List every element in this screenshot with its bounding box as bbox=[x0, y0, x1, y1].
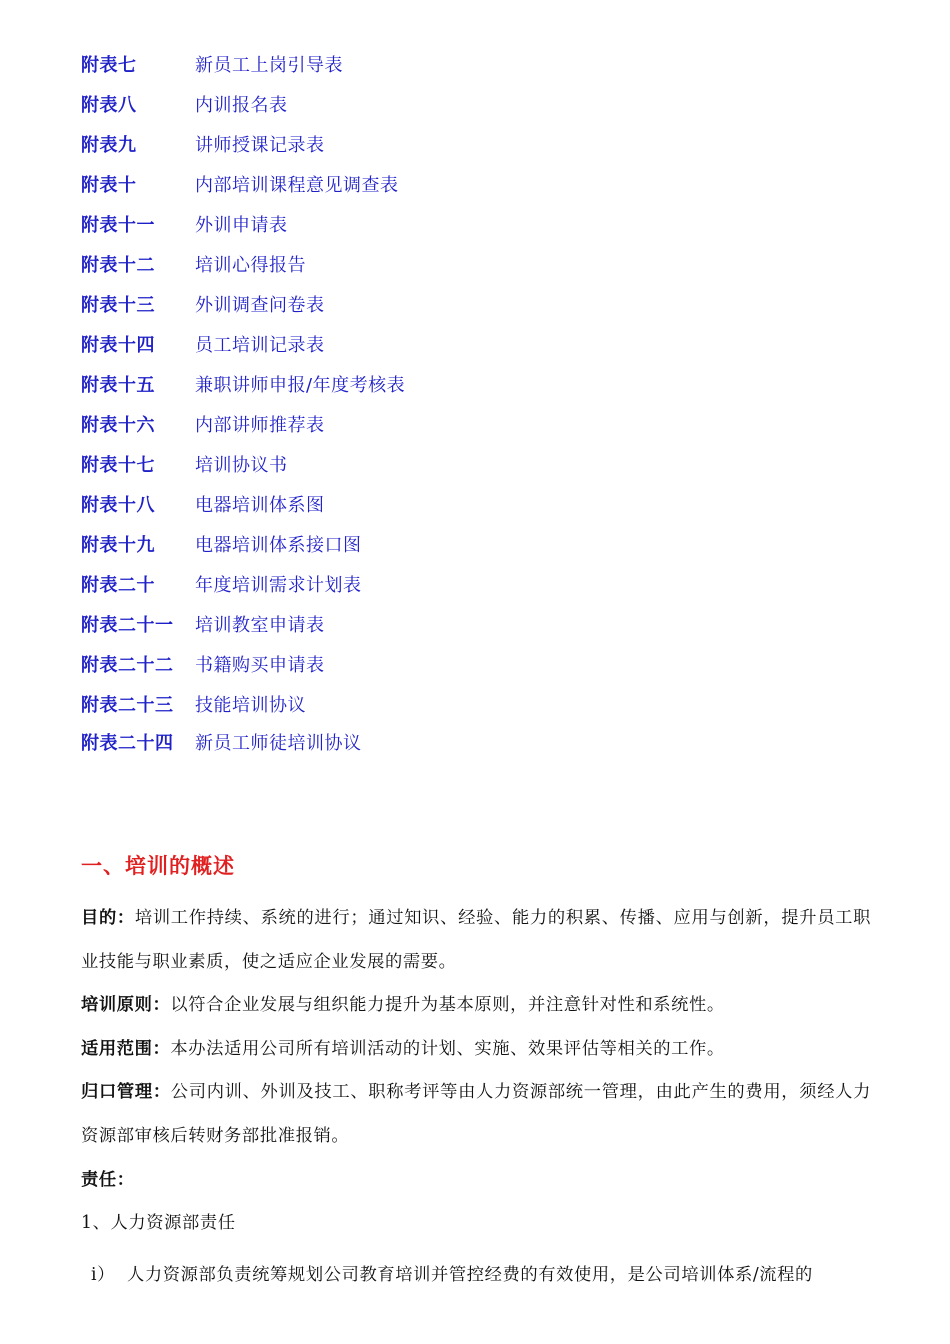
appendix-title: 书籍购买申请表 bbox=[195, 655, 325, 676]
section-body bbox=[81, 897, 871, 1297]
appendix-label: 附表十五 bbox=[81, 375, 155, 396]
responsibility-paragraph bbox=[81, 1159, 871, 1203]
appendix-label: 附表二十四 bbox=[81, 733, 174, 754]
appendix-title: 新员工师徒培训协议 bbox=[195, 733, 362, 754]
item-text: 人力资源部负责统筹规划公司教育培训并管控经费的有效使用，是公司培训体系/流程的 bbox=[127, 1264, 813, 1285]
appendix-title: 新员工上岗引导表 bbox=[195, 55, 343, 76]
hr-responsibility-heading: 1、人力资源部责任 bbox=[81, 1213, 236, 1234]
scope-text: 本办法适用公司所有培训活动的计划、实施、效果评估等相关的工作。 bbox=[170, 1038, 725, 1059]
appendix-title: 外训调查问卷表 bbox=[195, 295, 325, 316]
appendix-item bbox=[81, 564, 681, 604]
appendix-title: 内训报名表 bbox=[195, 95, 288, 116]
principle-text: 以符合企业发展与组织能力提升为基本原则，并注意针对性和系统性。 bbox=[170, 995, 725, 1016]
appendix-list bbox=[81, 44, 681, 760]
principle-paragraph bbox=[81, 984, 871, 1028]
appendix-item bbox=[81, 444, 681, 484]
appendix-item bbox=[81, 84, 681, 124]
appendix-title: 兼职讲师申报/年度考核表 bbox=[195, 375, 406, 396]
management-term: 归口管理： bbox=[81, 1082, 171, 1103]
appendix-title: 讲师授课记录表 bbox=[195, 135, 325, 156]
appendix-label: 附表二十三 bbox=[81, 695, 174, 716]
appendix-label: 附表二十二 bbox=[81, 655, 174, 676]
appendix-label: 附表九 bbox=[81, 135, 137, 156]
scope-term: 适用范围： bbox=[81, 1038, 171, 1059]
appendix-item bbox=[81, 44, 681, 84]
appendix-item bbox=[81, 644, 681, 684]
appendix-label: 附表二十一 bbox=[81, 615, 174, 636]
appendix-item bbox=[81, 284, 681, 324]
appendix-title: 技能培训协议 bbox=[195, 695, 306, 716]
appendix-item bbox=[81, 124, 681, 164]
management-text: 公司内训、外训及技工、职称考评等由人力资源部统一管理，由此产生的费用，须经人力资源部审核后转财务部批准报销。 bbox=[81, 1082, 871, 1146]
appendix-label: 附表十七 bbox=[81, 455, 155, 476]
responsibility-term: 责任： bbox=[81, 1169, 135, 1190]
appendix-title: 内部讲师推荐表 bbox=[195, 415, 325, 436]
purpose-term: 目的： bbox=[81, 908, 135, 928]
appendix-label: 附表二十 bbox=[81, 575, 155, 596]
appendix-item bbox=[81, 684, 681, 724]
appendix-item bbox=[81, 244, 681, 284]
appendix-title: 年度培训需求计划表 bbox=[195, 575, 362, 596]
item-marker: i） bbox=[91, 1264, 116, 1285]
appendix-item bbox=[81, 524, 681, 564]
appendix-title: 培训心得报告 bbox=[195, 255, 306, 276]
appendix-item bbox=[81, 204, 681, 244]
appendix-item bbox=[81, 364, 681, 404]
purpose-paragraph bbox=[81, 897, 871, 984]
appendix-label: 附表十一 bbox=[81, 215, 155, 236]
appendix-label: 附表十九 bbox=[81, 535, 155, 556]
appendix-item bbox=[81, 164, 681, 204]
principle-term: 培训原则： bbox=[81, 995, 171, 1016]
appendix-title: 员工培训记录表 bbox=[195, 335, 325, 356]
appendix-title: 外训申请表 bbox=[195, 215, 288, 236]
appendix-title: 内部培训课程意见调查表 bbox=[195, 175, 399, 196]
appendix-item bbox=[81, 484, 681, 524]
appendix-label: 附表八 bbox=[81, 95, 137, 116]
appendix-label: 附表十三 bbox=[81, 295, 155, 316]
appendix-label: 附表十二 bbox=[81, 255, 155, 276]
appendix-title: 培训教室申请表 bbox=[195, 615, 325, 636]
section-heading: 一、培训的概述 bbox=[81, 854, 235, 878]
appendix-item bbox=[81, 724, 681, 760]
appendix-title: 电器培训体系接口图 bbox=[195, 535, 362, 556]
appendix-title: 培训协议书 bbox=[195, 455, 288, 476]
scope-paragraph bbox=[81, 1028, 871, 1072]
purpose-text: 培训工作持续、系统的进行；通过知识、经验、能力的积累、传播、应用与创新，提升员工职业技能与职业素质，使之适应企业发展的需要。 bbox=[81, 908, 871, 972]
appendix-label: 附表十六 bbox=[81, 415, 155, 436]
appendix-label: 附表十 bbox=[81, 175, 137, 196]
appendix-item bbox=[81, 324, 681, 364]
appendix-title: 电器培训体系图 bbox=[195, 495, 325, 516]
appendix-label: 附表十四 bbox=[81, 335, 155, 356]
appendix-label: 附表七 bbox=[81, 55, 137, 76]
appendix-item bbox=[81, 404, 681, 444]
management-paragraph bbox=[81, 1071, 871, 1158]
appendix-item bbox=[81, 604, 681, 644]
appendix-label: 附表十八 bbox=[81, 495, 155, 516]
hr-responsibility-item bbox=[81, 1254, 871, 1298]
